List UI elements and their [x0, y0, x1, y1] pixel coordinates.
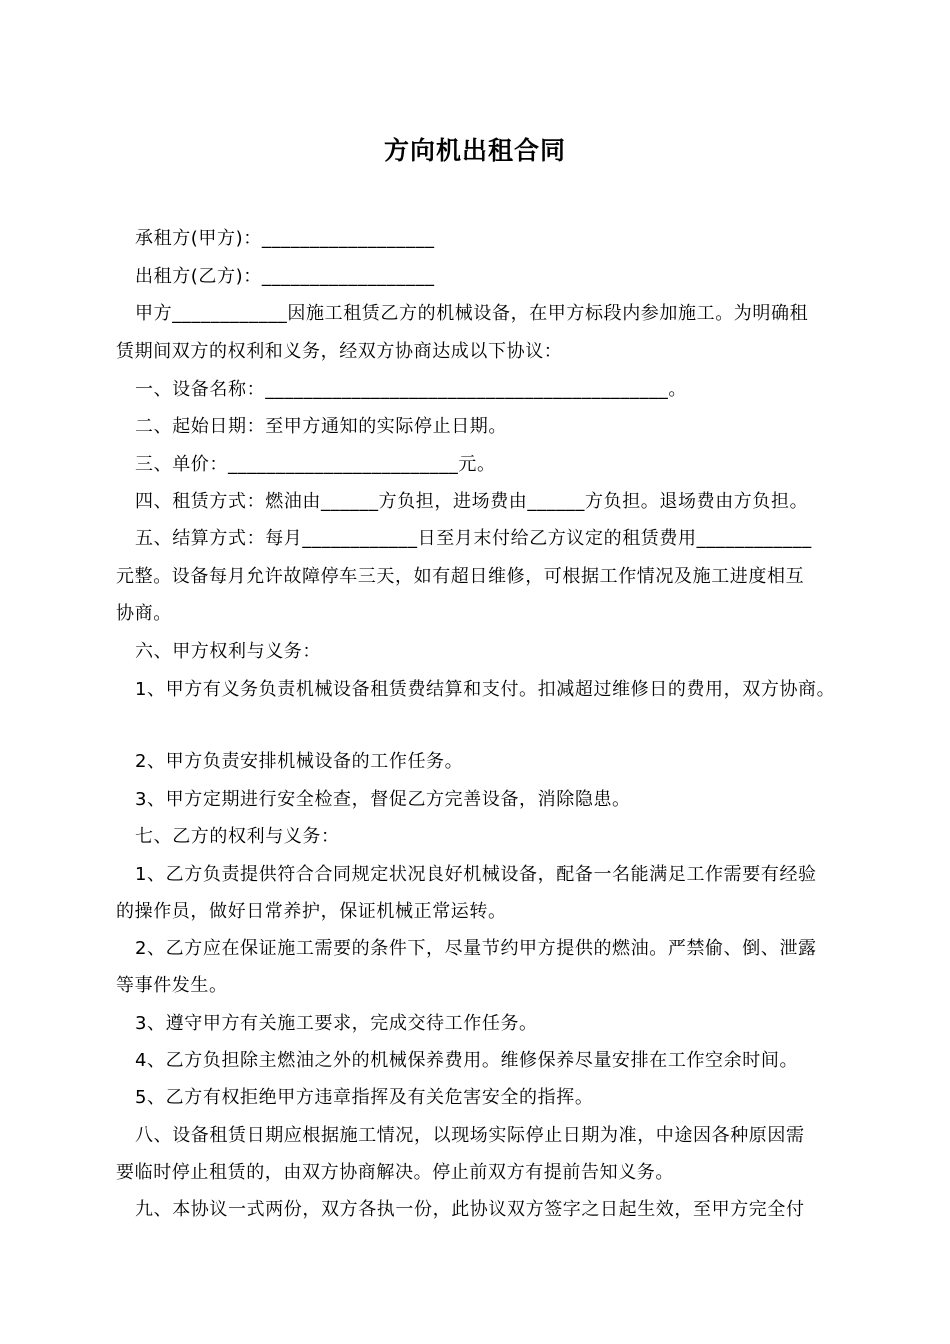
section-heading: 七、乙方的权利与义务： [135, 826, 340, 847]
clause-line: 1、乙方负责提供符合合同规定状况良好机械设备，配备一名能满足工作需要有经验 [135, 864, 817, 885]
lessee-line: 承租方(甲方)：__________________ [135, 228, 435, 249]
clause-line: 一、设备名称：__________________________________________。 [135, 379, 687, 400]
lessor-line: 出租方(乙方)：__________________ [135, 266, 435, 287]
clause-line: 要临时停止租赁的，由双方协商解决。停止前双方有提前告知义务。 [116, 1162, 674, 1183]
clause-line: 4、乙方负担除主燃油之外的机械保养费用。维修保养尽量安排在工作空余时间。 [135, 1050, 799, 1071]
section-heading: 六、甲方权利与义务： [135, 641, 321, 662]
clause-line: 元整。设备每月允许故障停车三天，如有超日维修，可根据工作情况及施工进度相互 [116, 566, 805, 587]
clause-line: 2、乙方应在保证施工需要的条件下，尽量节约甲方提供的燃油。严禁偷、倒、泄露 [135, 938, 817, 959]
preamble-line: 赁期间双方的权利和义务，经双方协商达成以下协议： [116, 341, 563, 362]
preamble-line: 甲方____________因施工租赁乙方的机械设备，在甲方标段内参加施工。为明确租 [135, 303, 809, 324]
document-title: 方向机出租合同 [383, 136, 566, 165]
clause-line: 2、甲方负责安排机械设备的工作任务。 [135, 751, 464, 772]
clause-line: 3、遵守甲方有关施工要求，完成交待工作任务。 [135, 1013, 538, 1034]
clause-line: 四、租赁方式：燃油由______方负担，进场费由______方负担。退场费由方负担。 [135, 491, 809, 512]
clause-line: 1、甲方有义务负责机械设备租赁费结算和支付。扣减超过维修日的费用，双方协商。 [135, 679, 836, 700]
clause-line: 八、设备租赁日期应根据施工情况，以现场实际停止日期为准，中途因各种原因需 [135, 1125, 805, 1146]
clause-line: 协商。 [116, 603, 172, 624]
clause-line: 三、单价：________________________元。 [135, 454, 496, 475]
clause-line: 3、甲方定期进行安全检查，督促乙方完善设备，消除隐患。 [135, 789, 631, 810]
clause-line: 二、起始日期：至甲方通知的实际停止日期。 [135, 416, 507, 437]
clause-line: 等事件发生。 [116, 975, 228, 996]
clause-line: 九、本协议一式两份，双方各执一份，此协议双方签字之日起生效，至甲方完全付 [135, 1199, 805, 1220]
clause-line: 5、乙方有权拒绝甲方违章指挥及有关危害安全的指挥。 [135, 1087, 594, 1108]
clause-line: 的操作员，做好日常养护，保证机械正常运转。 [116, 901, 507, 922]
clause-line: 五、结算方式：每月____________日至月末付给乙方议定的租赁费用____________ [135, 528, 812, 549]
